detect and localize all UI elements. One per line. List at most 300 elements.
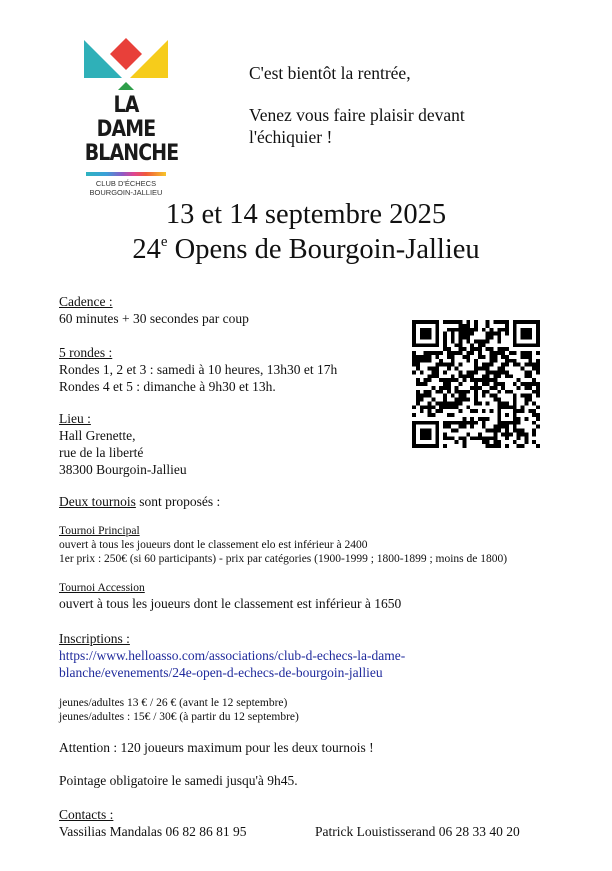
- qr-module: [505, 355, 509, 359]
- qr-module: [536, 370, 540, 374]
- qr-module: [490, 444, 494, 448]
- logo-title-line2: BLANCHE: [84, 141, 179, 166]
- qr-module: [443, 320, 447, 324]
- qr-module: [493, 398, 497, 402]
- registration-section: [59, 630, 405, 681]
- qr-module: [513, 421, 517, 425]
- qr-module: [482, 417, 486, 421]
- qr-module: [505, 374, 509, 378]
- qr-module: [493, 436, 497, 440]
- qr-module: [447, 378, 451, 382]
- qr-module: [459, 328, 463, 332]
- edition-suffix: e: [160, 234, 168, 250]
- price-section: [59, 696, 299, 724]
- qr-module: [455, 328, 459, 332]
- qr-module: [443, 382, 447, 386]
- qr-module: [435, 374, 439, 378]
- qr-module: [528, 355, 532, 359]
- qr-module: [439, 409, 443, 413]
- qr-module: [521, 429, 525, 433]
- qr-module: [490, 394, 494, 398]
- qr-module: [462, 347, 466, 351]
- qr-module: [451, 374, 455, 378]
- qr-module: [536, 328, 540, 332]
- qr-module: [451, 394, 455, 398]
- qr-module: [416, 359, 420, 363]
- qr-module: [521, 382, 525, 386]
- qr-module: [451, 421, 455, 425]
- qr-module: [536, 390, 540, 394]
- logo-subtitle: [84, 179, 168, 197]
- qr-module: [435, 409, 439, 413]
- qr-module: [532, 429, 536, 433]
- intro-text: [249, 62, 465, 148]
- qr-module: [478, 355, 482, 359]
- qr-module: [486, 436, 490, 440]
- qr-module: [474, 386, 478, 390]
- rounds-line2: Rondes 4 et 5 : dimanche à 9h30 et 13h.: [59, 379, 276, 394]
- qr-module: [524, 436, 528, 440]
- qr-module: [490, 355, 494, 359]
- qr-module: [501, 320, 505, 324]
- qr-module: [532, 409, 536, 413]
- qr-module: [428, 378, 432, 382]
- qr-module: [416, 398, 420, 402]
- qr-module: [451, 429, 455, 433]
- cadence-value: 60 minutes + 30 secondes par coup: [59, 311, 249, 326]
- qr-module: [474, 347, 478, 351]
- registration-link[interactable]: [59, 647, 405, 681]
- qr-module: [455, 320, 459, 324]
- qr-module: [459, 401, 463, 405]
- qr-module: [524, 386, 528, 390]
- qr-module: [482, 440, 486, 444]
- qr-module: [428, 401, 432, 405]
- qr-module: [505, 413, 509, 417]
- qr-module: [459, 332, 463, 336]
- qr-module: [482, 421, 486, 425]
- qr-module: [536, 336, 540, 340]
- qr-module: [470, 409, 474, 413]
- qr-module: [420, 405, 424, 409]
- qr-module: [462, 390, 466, 394]
- qr-module: [505, 429, 509, 433]
- qr-module: [536, 425, 540, 429]
- qr-module: [497, 328, 501, 332]
- qr-module: [420, 328, 424, 332]
- qr-module: [524, 351, 528, 355]
- qr-module: [447, 347, 451, 351]
- qr-module: [536, 444, 540, 448]
- qr-module: [486, 370, 490, 374]
- qr-module: [470, 332, 474, 336]
- qr-module: [536, 332, 540, 336]
- qr-module: [474, 367, 478, 371]
- venue-line1: Hall Grenette,: [59, 428, 136, 443]
- qr-module: [536, 367, 540, 371]
- qr-module: [451, 378, 455, 382]
- qr-module: [443, 363, 447, 367]
- qr-module: [493, 370, 497, 374]
- qr-module: [455, 421, 459, 425]
- qr-module: [428, 320, 432, 324]
- qr-module: [428, 405, 432, 409]
- qr-module: [486, 324, 490, 328]
- logo-subtitle-line2: BOURGOIN-JALLIEU: [89, 188, 163, 197]
- qr-module: [412, 328, 416, 332]
- qr-module: [532, 390, 536, 394]
- qr-module: [474, 382, 478, 386]
- qr-module: [505, 436, 509, 440]
- qr-module: [447, 367, 451, 371]
- qr-module: [486, 320, 490, 324]
- qr-module: [524, 355, 528, 359]
- qr-module: [459, 390, 463, 394]
- qr-module: [517, 320, 521, 324]
- qr-module: [474, 370, 478, 374]
- qr-code-icon[interactable]: [412, 320, 540, 448]
- qr-module: [451, 332, 455, 336]
- qr-module: [513, 351, 517, 355]
- qr-module: [435, 355, 439, 359]
- qr-module: [451, 320, 455, 324]
- qr-module: [459, 370, 463, 374]
- qr-module: [524, 401, 528, 405]
- qr-module: [474, 390, 478, 394]
- qr-module: [501, 386, 505, 390]
- qr-module: [474, 394, 478, 398]
- qr-module: [428, 436, 432, 440]
- qr-module: [412, 444, 416, 448]
- qr-module: [447, 401, 451, 405]
- qr-module: [462, 324, 466, 328]
- qr-module: [424, 351, 428, 355]
- qr-module: [412, 363, 416, 367]
- qr-module: [439, 351, 443, 355]
- qr-module: [424, 429, 428, 433]
- registration-url-line1[interactable]: https://www.helloasso.com/associations/club-d-echecs-la-dame-: [59, 648, 406, 663]
- qr-module: [493, 440, 497, 444]
- rounds-section: [59, 344, 337, 395]
- qr-module: [536, 386, 540, 390]
- qr-module: [459, 339, 463, 343]
- qr-module: [482, 409, 486, 413]
- qr-module: [424, 394, 428, 398]
- qr-module: [470, 347, 474, 351]
- qr-module: [412, 351, 416, 355]
- qr-module: [509, 405, 513, 409]
- qr-module: [532, 343, 536, 347]
- qr-module: [447, 390, 451, 394]
- qr-module: [451, 351, 455, 355]
- qr-module: [439, 386, 443, 390]
- qr-module: [497, 405, 501, 409]
- qr-module: [462, 394, 466, 398]
- qr-module: [451, 336, 455, 340]
- tournament-principal-line2: 1er prix : 250€ (si 60 participants) - prix par catégories (1900-1999 ; 1800-1899 ; moins de 1800): [59, 553, 508, 565]
- qr-module: [505, 425, 509, 429]
- qr-module: [521, 320, 525, 324]
- qr-module: [462, 328, 466, 332]
- qr-module: [459, 320, 463, 324]
- qr-module: [428, 409, 432, 413]
- registration-url-line2[interactable]: blanche/evenements/24e-open-d-echecs-de-bourgoin-jallieu: [59, 665, 383, 680]
- qr-module: [443, 386, 447, 390]
- qr-module: [524, 320, 528, 324]
- logo-red-diamond: [110, 38, 142, 70]
- qr-module: [513, 440, 517, 444]
- qr-module: [497, 339, 501, 343]
- qr-module: [412, 405, 416, 409]
- qr-module: [505, 324, 509, 328]
- qr-module: [412, 359, 416, 363]
- qr-module: [420, 421, 424, 425]
- qr-module: [443, 436, 447, 440]
- qr-module: [536, 339, 540, 343]
- qr-module: [466, 390, 470, 394]
- qr-module: [490, 363, 494, 367]
- qr-module: [486, 332, 490, 336]
- qr-module: [532, 320, 536, 324]
- qr-module: [482, 425, 486, 429]
- qr-module: [486, 382, 490, 386]
- qr-module: [428, 429, 432, 433]
- qr-module: [532, 367, 536, 371]
- qr-module: [420, 382, 424, 386]
- qr-module: [497, 347, 501, 351]
- qr-module: [513, 328, 517, 332]
- qr-module: [528, 409, 532, 413]
- qr-module: [470, 421, 474, 425]
- qr-module: [443, 394, 447, 398]
- qr-module: [513, 382, 517, 386]
- qr-module: [486, 401, 490, 405]
- qr-module: [435, 343, 439, 347]
- qr-module: [517, 378, 521, 382]
- qr-module: [443, 332, 447, 336]
- qr-module: [470, 436, 474, 440]
- qr-module: [528, 374, 532, 378]
- qr-module: [420, 343, 424, 347]
- qr-module: [435, 429, 439, 433]
- qr-module: [478, 436, 482, 440]
- qr-module: [412, 320, 416, 324]
- qr-module: [497, 320, 501, 324]
- event-dates: 13 et 14 septembre 2025: [165, 199, 447, 230]
- intro-line1: C'est bientôt la rentrée,: [249, 63, 411, 83]
- qr-module: [532, 382, 536, 386]
- qr-module: [474, 398, 478, 402]
- qr-module: [528, 370, 532, 374]
- qr-module: [443, 421, 447, 425]
- qr-module: [435, 432, 439, 436]
- qr-module: [528, 351, 532, 355]
- qr-module: [451, 401, 455, 405]
- logo-title-line1: LA DAME: [96, 93, 156, 142]
- qr-module: [412, 425, 416, 429]
- qr-module: [431, 374, 435, 378]
- qr-module: [412, 429, 416, 433]
- qr-module: [420, 355, 424, 359]
- qr-module: [439, 405, 443, 409]
- qr-module: [521, 351, 525, 355]
- qr-module: [455, 351, 459, 355]
- qr-module: [490, 409, 494, 413]
- checkin-notice: Pointage obligatoire le samedi jusqu'à 9h45.: [59, 773, 298, 788]
- qr-module: [435, 440, 439, 444]
- qr-module: [459, 425, 463, 429]
- qr-module: [474, 324, 478, 328]
- qr-module: [486, 440, 490, 444]
- qr-module: [459, 374, 463, 378]
- qr-module: [435, 425, 439, 429]
- qr-module: [462, 355, 466, 359]
- qr-module: [443, 425, 447, 429]
- qr-module: [451, 436, 455, 440]
- tournament-principal-label: Tournoi Principal: [59, 525, 140, 537]
- qr-module: [532, 401, 536, 405]
- qr-module: [435, 351, 439, 355]
- qr-module: [513, 332, 517, 336]
- qr-module: [447, 413, 451, 417]
- qr-module: [466, 355, 470, 359]
- qr-module: [517, 429, 521, 433]
- qr-module: [435, 320, 439, 324]
- qr-module: [501, 425, 505, 429]
- qr-module: [536, 394, 540, 398]
- qr-module: [501, 421, 505, 425]
- qr-module: [532, 432, 536, 436]
- qr-module: [428, 413, 432, 417]
- qr-module: [493, 332, 497, 336]
- qr-module: [431, 343, 435, 347]
- logo-title: [84, 93, 179, 166]
- qr-module: [486, 417, 490, 421]
- qr-module: [497, 429, 501, 433]
- qr-module: [524, 417, 528, 421]
- qr-module: [451, 328, 455, 332]
- qr-module: [435, 363, 439, 367]
- qr-module: [501, 432, 505, 436]
- qr-module: [447, 355, 451, 359]
- qr-module: [459, 343, 463, 347]
- qr-module: [501, 382, 505, 386]
- qr-module: [435, 367, 439, 371]
- qr-module: [517, 421, 521, 425]
- qr-module: [416, 378, 420, 382]
- qr-module: [517, 386, 521, 390]
- qr-module: [497, 351, 501, 355]
- qr-module: [493, 382, 497, 386]
- qr-module: [513, 320, 517, 324]
- qr-module: [459, 347, 463, 351]
- qr-module: [478, 367, 482, 371]
- qr-module: [493, 429, 497, 433]
- qr-module: [466, 320, 470, 324]
- tournament-accession: [59, 581, 401, 612]
- qr-module: [524, 370, 528, 374]
- tournaments-intro-rest: sont proposés :: [135, 494, 221, 509]
- rounds-label: 5 rondes :: [59, 345, 113, 360]
- contacts-section: [59, 806, 559, 840]
- qr-module: [443, 343, 447, 347]
- qr-module: [470, 351, 474, 355]
- qr-module: [521, 332, 525, 336]
- qr-module: [517, 444, 521, 448]
- qr-module: [462, 444, 466, 448]
- qr-module: [501, 367, 505, 371]
- qr-module: [482, 390, 486, 394]
- cadence-label: Cadence :: [59, 294, 113, 309]
- qr-module: [462, 440, 466, 444]
- qr-module: [497, 390, 501, 394]
- qr-module: [439, 401, 443, 405]
- qr-module: [497, 421, 501, 425]
- qr-module: [513, 398, 517, 402]
- qr-module: [517, 409, 521, 413]
- qr-module: [482, 378, 486, 382]
- qr-module: [459, 382, 463, 386]
- qr-module: [474, 320, 478, 324]
- qr-module: [412, 336, 416, 340]
- qr-module: [455, 440, 459, 444]
- qr-module: [497, 444, 501, 448]
- qr-module: [451, 363, 455, 367]
- qr-module: [478, 339, 482, 343]
- qr-module: [428, 394, 432, 398]
- qr-module: [528, 398, 532, 402]
- qr-module: [470, 370, 474, 374]
- qr-module: [490, 347, 494, 351]
- qr-module: [536, 382, 540, 386]
- qr-module: [420, 444, 424, 448]
- qr-module: [447, 328, 451, 332]
- qr-module: [524, 343, 528, 347]
- qr-module: [412, 339, 416, 343]
- qr-module: [466, 351, 470, 355]
- qr-module: [435, 339, 439, 343]
- qr-module: [470, 378, 474, 382]
- qr-module: [490, 436, 494, 440]
- qr-module: [443, 432, 447, 436]
- qr-module: [451, 413, 455, 417]
- qr-module: [420, 332, 424, 336]
- qr-module: [455, 367, 459, 371]
- qr-module: [486, 363, 490, 367]
- qr-module: [490, 328, 494, 332]
- qr-module: [524, 440, 528, 444]
- qr-module: [474, 436, 478, 440]
- qr-module: [490, 332, 494, 336]
- qr-module: [420, 336, 424, 340]
- qr-module: [474, 339, 478, 343]
- qr-module: [474, 328, 478, 332]
- qr-module: [517, 417, 521, 421]
- qr-module: [509, 351, 513, 355]
- qr-module: [486, 347, 490, 351]
- qr-module: [455, 398, 459, 402]
- qr-module: [424, 343, 428, 347]
- qr-module: [416, 363, 420, 367]
- qr-module: [439, 390, 443, 394]
- qr-module: [424, 378, 428, 382]
- qr-module: [435, 436, 439, 440]
- qr-module: [524, 398, 528, 402]
- qr-module: [528, 386, 532, 390]
- qr-module: [497, 417, 501, 421]
- contacts-label: Contacts :: [59, 807, 114, 822]
- qr-module: [497, 367, 501, 371]
